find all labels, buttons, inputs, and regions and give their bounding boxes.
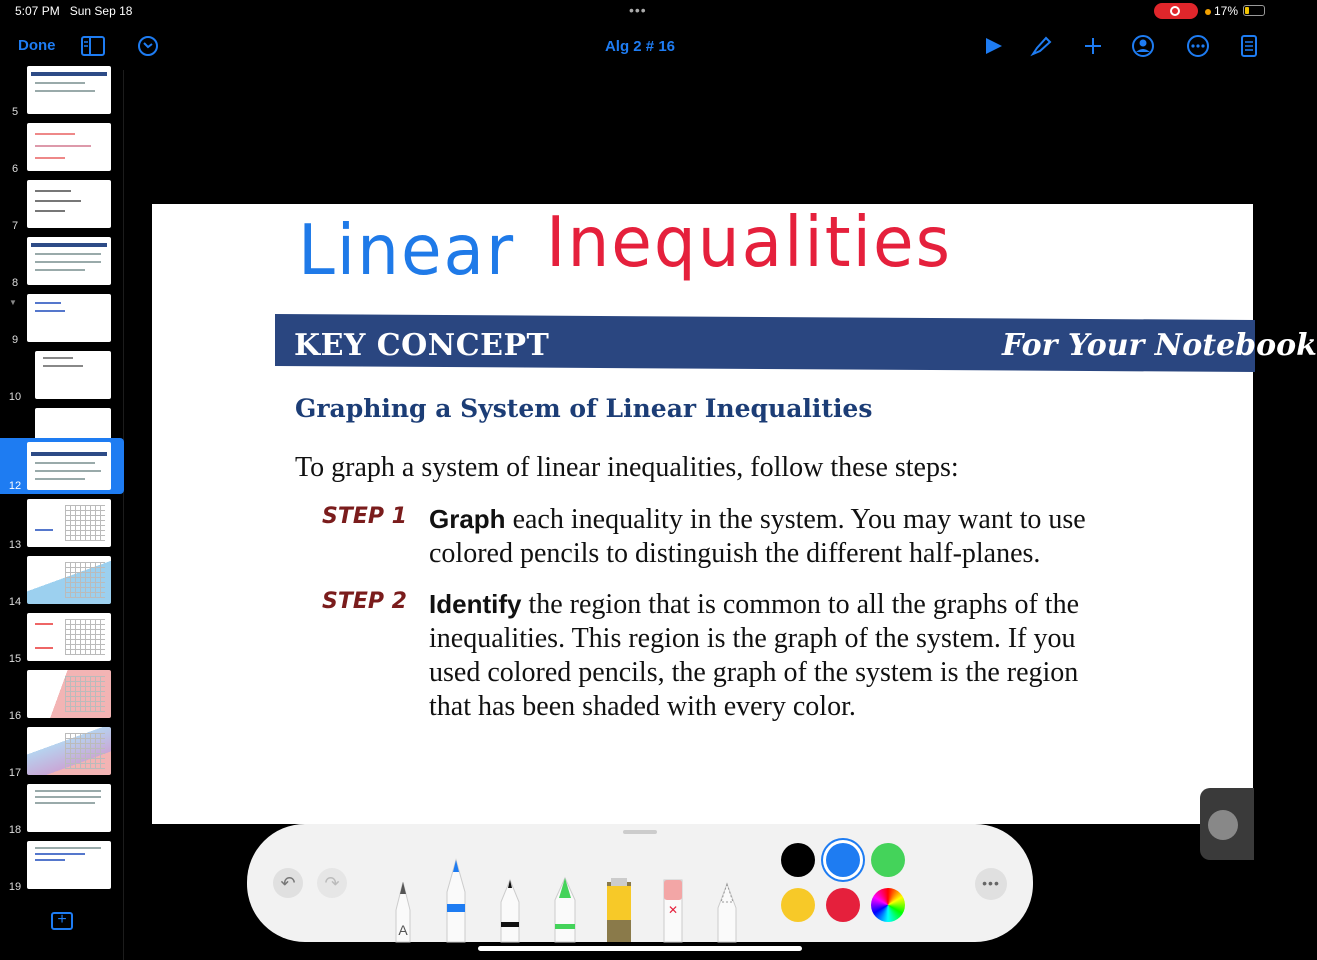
collapse-arrow-icon[interactable]: ▼	[9, 298, 17, 307]
page-thumbnail-image	[35, 351, 111, 399]
page-thumbnail[interactable]	[0, 235, 124, 291]
page-number: 15	[8, 653, 22, 665]
page-number: 6	[11, 163, 19, 175]
page-thumbnail-image	[27, 123, 111, 171]
page-number: 5	[11, 106, 19, 118]
page-thumbnail-image	[27, 66, 111, 114]
tool-palette	[247, 824, 1033, 942]
page-thumbnail-selected[interactable]	[0, 438, 124, 494]
svg-text:A: A	[398, 922, 408, 938]
home-indicator[interactable]	[478, 946, 802, 951]
color-swatch-green[interactable]	[871, 843, 905, 877]
color-swatch-red[interactable]	[826, 888, 860, 922]
step-1-keyword: Graph	[429, 504, 506, 534]
page-thumbnail[interactable]	[0, 554, 124, 610]
pen-tool-icon[interactable]	[445, 842, 467, 942]
intro-text: To graph a system of linear inequalities, follow these steps:	[295, 452, 959, 483]
page-thumbnail[interactable]	[0, 178, 124, 234]
color-swatch-black[interactable]	[781, 843, 815, 877]
page-thumbnail-image	[27, 670, 111, 718]
sidebar-toggle-icon[interactable]	[80, 34, 106, 58]
scroll-handle[interactable]	[1200, 788, 1254, 860]
step-2-line: used colored pencils, the graph of the system is the region	[429, 657, 1079, 688]
page-thumbnail[interactable]	[0, 497, 124, 553]
step-2-label: STEP 2	[322, 589, 407, 614]
page-thumbnail[interactable]	[0, 349, 124, 405]
collaborate-icon[interactable]	[1130, 34, 1156, 58]
step-2-line: that has been shaded with every color.	[429, 691, 856, 722]
page-number: 17	[8, 767, 22, 779]
step-2-line: inequalities. This region is the graph of the system. If you	[429, 623, 1076, 654]
page-thumbnail-image	[27, 237, 111, 285]
step-2-keyword: Identify	[429, 589, 522, 619]
step-2-text	[429, 587, 1199, 724]
page-number: 8	[11, 277, 19, 289]
toolbar	[0, 22, 1280, 70]
add-page-button[interactable]: +	[51, 912, 73, 930]
fineliner-tool-icon[interactable]	[499, 842, 521, 942]
add-icon[interactable]	[1080, 34, 1106, 58]
multitasking-dots[interactable]: •••	[629, 2, 647, 18]
done-button[interactable]: Done	[18, 37, 56, 54]
color-swatch-blue[interactable]	[826, 843, 860, 877]
svg-text:✕: ✕	[667, 903, 679, 917]
battery-icon	[1243, 5, 1265, 16]
handwritten-title-inequalities: Inequalities	[546, 202, 952, 283]
battery-percentage: 17%	[1205, 4, 1238, 18]
pencil-tool-icon[interactable]	[393, 842, 413, 942]
lasso-tool-icon[interactable]	[715, 842, 739, 942]
notebook-label: For Your Notebook	[1002, 328, 1317, 363]
page-thumbnail-image	[27, 180, 111, 228]
color-swatch-yellow[interactable]	[781, 888, 815, 922]
palette-more-icon[interactable]: •••	[975, 868, 1007, 900]
highlighter-tool-icon[interactable]	[553, 842, 577, 942]
page-number: 12	[8, 480, 22, 492]
status-time: 5:07 PM Sun Sep 18	[15, 4, 133, 18]
handwritten-title-linear: Linear	[298, 210, 516, 291]
page-thumbnail[interactable]	[0, 782, 124, 838]
play-icon[interactable]	[980, 34, 1006, 58]
page-thumbnail-image	[27, 499, 111, 547]
section-subtitle: Graphing a System of Linear Inequalities	[295, 394, 873, 423]
page-navigator	[0, 70, 124, 960]
page-number: 14	[8, 596, 22, 608]
page-thumbnail[interactable]	[0, 725, 124, 781]
page-number: 19	[8, 881, 22, 893]
history-icon[interactable]	[135, 34, 161, 58]
screen-recording-indicator[interactable]	[1154, 3, 1198, 19]
step-1-label: STEP 1	[322, 504, 407, 529]
marker-tool-icon[interactable]	[603, 842, 635, 942]
page-thumbnail-image	[27, 784, 111, 832]
page-thumbnail[interactable]	[0, 121, 124, 177]
page-thumbnail[interactable]	[0, 668, 124, 724]
page-thumbnail-image	[27, 613, 111, 661]
page-thumbnail[interactable]	[0, 64, 124, 120]
document-page[interactable]	[152, 202, 1317, 824]
color-picker-icon[interactable]	[871, 888, 905, 922]
page-number: 9	[11, 334, 19, 346]
page-number: 13	[8, 539, 22, 551]
eraser-tool-icon[interactable]	[661, 842, 685, 942]
step-2-line: the region that is common to all the graphs of the	[521, 589, 1079, 620]
page-thumbnail[interactable]	[0, 611, 124, 667]
markup-pen-icon[interactable]	[1028, 34, 1054, 58]
page-thumbnail[interactable]	[0, 292, 124, 348]
step-1-text	[429, 502, 1199, 571]
page-thumbnail-image	[27, 442, 111, 490]
page-number: 10	[8, 391, 22, 403]
page-thumbnail-image	[27, 841, 111, 889]
status-bar	[0, 0, 1280, 22]
palette-grabber[interactable]	[623, 830, 657, 834]
page-thumbnail-image	[27, 294, 111, 342]
page-number: 18	[8, 824, 22, 836]
document-title[interactable]: Alg 2 # 16	[604, 38, 676, 55]
key-concept-title: KEY CONCEPT	[294, 328, 550, 363]
page-thumbnail-image	[27, 727, 111, 775]
redo-icon[interactable]: ↷	[317, 868, 347, 898]
more-options-icon[interactable]	[1185, 34, 1211, 58]
page-thumbnail-image	[27, 556, 111, 604]
undo-icon[interactable]: ↶	[273, 868, 303, 898]
page-number: 7	[11, 220, 19, 232]
step-1-line: colored pencils to distinguish the different half-planes.	[429, 538, 1041, 569]
page-thumbnail[interactable]	[0, 839, 124, 895]
step-1-line: each inequality in the system. You may want to use	[505, 504, 1086, 535]
document-format-icon[interactable]	[1236, 34, 1262, 58]
page-number: 16	[8, 710, 22, 722]
